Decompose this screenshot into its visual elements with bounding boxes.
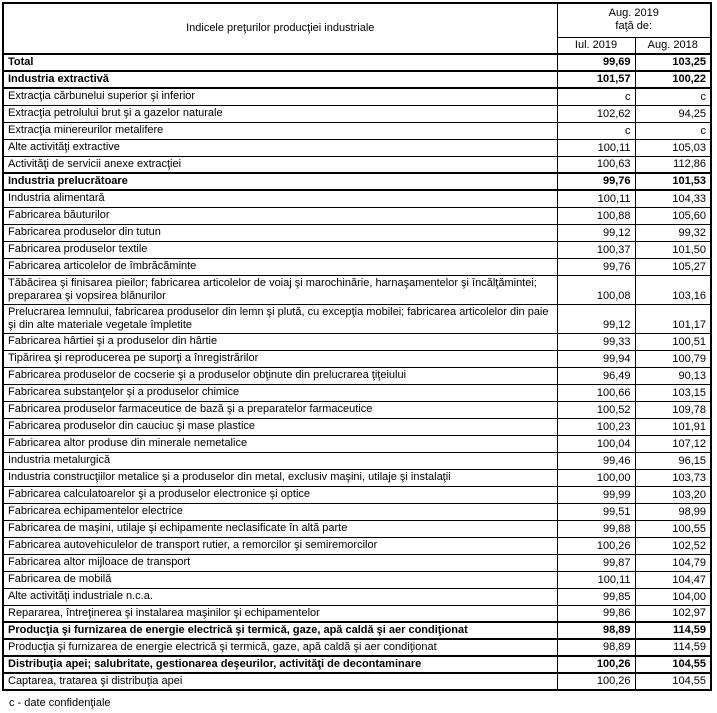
value-aug-2018: 102,97 <box>635 605 711 622</box>
value-aug-2018: 102,52 <box>635 537 711 554</box>
row-label: Fabricarea calculatoarelor şi a produselor electronice şi optice <box>3 486 557 503</box>
value-aug-2018: 100,22 <box>635 71 711 88</box>
value-aug-2018: 101,50 <box>635 241 711 258</box>
table-body <box>3 54 711 690</box>
value-iul-2019: 100,11 <box>557 571 635 588</box>
value-iul-2019: 98,89 <box>557 639 635 656</box>
table-row <box>3 350 711 367</box>
value-iul-2019: 100,26 <box>557 656 635 673</box>
row-label: Industria metalurgică <box>3 452 557 469</box>
value-iul-2019: 100,26 <box>557 537 635 554</box>
value-aug-2018: 114,59 <box>635 639 711 656</box>
value-iul-2019: 99,69 <box>557 54 635 71</box>
row-label: Repararea, întreţinerea şi instalarea maşinilor şi echipamentelor <box>3 605 557 622</box>
value-aug-2018: 104,55 <box>635 673 711 690</box>
value-aug-2018: 98,99 <box>635 503 711 520</box>
row-label: Industria construcţiilor metalice şi a produselor din metal, exclusiv maşini, utilaje şi instalaţii <box>3 469 557 486</box>
value-aug-2018: 114,59 <box>635 622 711 639</box>
value-aug-2018: 107,12 <box>635 435 711 452</box>
table-row <box>3 656 711 673</box>
value-iul-2019: 99,76 <box>557 258 635 275</box>
value-iul-2019: 99,33 <box>557 333 635 350</box>
table-row <box>3 486 711 503</box>
row-label: Industria alimentară <box>3 190 557 207</box>
table-row <box>3 275 711 304</box>
value-aug-2018: 105,60 <box>635 207 711 224</box>
value-aug-2018: 99,32 <box>635 224 711 241</box>
value-iul-2019: 100,37 <box>557 241 635 258</box>
value-iul-2019: 100,88 <box>557 207 635 224</box>
table-row <box>3 224 711 241</box>
row-label: Alte activităţi industriale n.c.a. <box>3 588 557 605</box>
value-iul-2019: 99,88 <box>557 520 635 537</box>
row-label: Fabricarea băuturilor <box>3 207 557 224</box>
row-label: Activităţi de servicii anexe extracţiei <box>3 156 557 173</box>
value-iul-2019: 96,49 <box>557 367 635 384</box>
value-aug-2018: 104,55 <box>635 656 711 673</box>
row-label: Fabricarea echipamentelor electrice <box>3 503 557 520</box>
table-row <box>3 241 711 258</box>
value-aug-2018: 101,17 <box>635 304 711 333</box>
value-aug-2018: 101,53 <box>635 173 711 190</box>
value-aug-2018: 100,51 <box>635 333 711 350</box>
column-header-aug-2018: Aug. 2018 <box>635 37 711 54</box>
table-row <box>3 401 711 418</box>
value-iul-2019: 100,04 <box>557 435 635 452</box>
ppi-table <box>2 2 712 691</box>
table-row <box>3 435 711 452</box>
value-aug-2018: 100,55 <box>635 520 711 537</box>
row-label: Producţia şi furnizarea de energie electrică şi termică, gaze, apă caldă şi aer condiţionat <box>3 639 557 656</box>
column-header-iul-2019: Iul. 2019 <box>557 37 635 54</box>
table-row <box>3 673 711 690</box>
value-iul-2019: 99,87 <box>557 554 635 571</box>
table-row <box>3 571 711 588</box>
row-label: Captarea, tratarea şi distribuţia apei <box>3 673 557 690</box>
value-iul-2019: c <box>557 88 635 105</box>
value-iul-2019: 100,08 <box>557 275 635 304</box>
value-iul-2019: 99,12 <box>557 304 635 333</box>
table-row <box>3 554 711 571</box>
value-aug-2018: 109,78 <box>635 401 711 418</box>
value-iul-2019: 99,85 <box>557 588 635 605</box>
value-iul-2019: 100,63 <box>557 156 635 173</box>
table-row <box>3 418 711 435</box>
row-label: Extracţia cărbunelui superior şi inferior <box>3 88 557 105</box>
table-row <box>3 258 711 275</box>
table-row <box>3 71 711 88</box>
value-iul-2019: 102,62 <box>557 105 635 122</box>
table-row <box>3 156 711 173</box>
table-row <box>3 190 711 207</box>
value-aug-2018: 96,15 <box>635 452 711 469</box>
row-label: Fabricarea produselor de cocserie şi a produselor obţinute din prelucrarea ţiţeiului <box>3 367 557 384</box>
row-label: Total <box>3 54 557 71</box>
row-label: Industria prelucrătoare <box>3 173 557 190</box>
row-label: Fabricarea altor produse din minerale nemetalice <box>3 435 557 452</box>
value-aug-2018: 94,25 <box>635 105 711 122</box>
table-row <box>3 367 711 384</box>
table-row <box>3 88 711 105</box>
table-row <box>3 469 711 486</box>
table-row <box>3 605 711 622</box>
value-aug-2018: 103,15 <box>635 384 711 401</box>
table-row <box>3 520 711 537</box>
value-aug-2018: c <box>635 88 711 105</box>
value-iul-2019: 99,51 <box>557 503 635 520</box>
value-aug-2018: 104,33 <box>635 190 711 207</box>
value-iul-2019: 99,94 <box>557 350 635 367</box>
table-row <box>3 639 711 656</box>
table-row <box>3 537 711 554</box>
value-aug-2018: 104,79 <box>635 554 711 571</box>
row-label: Fabricarea articolelor de îmbrăcăminte <box>3 258 557 275</box>
value-iul-2019: 100,00 <box>557 469 635 486</box>
row-label: Prelucrarea lemnului, fabricarea produselor din lemn şi plută, cu excepţia mobilei; fabricarea articolelor din paie şi din alte materiale vegetale împletite <box>3 304 557 333</box>
row-label: Distribuţia apei; salubritate, gestionarea deşeurilor, activităţi de decontaminare <box>3 656 557 673</box>
table-header <box>3 3 711 54</box>
comparison-period: Aug. 2019 <box>608 7 659 20</box>
table-row <box>3 622 711 639</box>
table-row <box>3 384 711 401</box>
value-aug-2018: 90,13 <box>635 367 711 384</box>
value-aug-2018: 104,00 <box>635 588 711 605</box>
row-label: Fabricarea produselor textile <box>3 241 557 258</box>
row-label: Extracţia petrolului brut şi a gazelor naturale <box>3 105 557 122</box>
comparison-header <box>557 3 711 37</box>
value-iul-2019: 99,12 <box>557 224 635 241</box>
value-iul-2019: 100,11 <box>557 139 635 156</box>
row-label: Tipărirea şi reproducerea pe suporţi a înregistrărilor <box>3 350 557 367</box>
value-aug-2018: 101,91 <box>635 418 711 435</box>
row-label: Producţia şi furnizarea de energie electrică şi termică, gaze, apă caldă şi aer condiţionat <box>3 622 557 639</box>
row-label: Extracţia minereurilor metalifere <box>3 122 557 139</box>
value-aug-2018: 103,25 <box>635 54 711 71</box>
value-aug-2018: c <box>635 122 711 139</box>
comparison-label: faţă de: <box>615 20 653 33</box>
value-aug-2018: 104,47 <box>635 571 711 588</box>
row-label: Fabricarea produselor din tutun <box>3 224 557 241</box>
table-row <box>3 452 711 469</box>
table-title: Indicele preţurilor producţiei industriale <box>3 3 557 54</box>
table-row <box>3 54 711 71</box>
value-aug-2018: 105,27 <box>635 258 711 275</box>
confidential-data-footnote: c - date confidenţiale <box>9 697 111 709</box>
row-label: Alte activităţi extractive <box>3 139 557 156</box>
row-label: Fabricarea autovehiculelor de transport rutier, a remorcilor şi semiremorcilor <box>3 537 557 554</box>
table-row <box>3 588 711 605</box>
value-iul-2019: 99,46 <box>557 452 635 469</box>
value-aug-2018: 105,03 <box>635 139 711 156</box>
value-iul-2019: 101,57 <box>557 71 635 88</box>
value-aug-2018: 112,86 <box>635 156 711 173</box>
value-aug-2018: 103,16 <box>635 275 711 304</box>
value-iul-2019: 100,26 <box>557 673 635 690</box>
value-iul-2019: 99,76 <box>557 173 635 190</box>
table-row <box>3 122 711 139</box>
row-label: Fabricarea produselor din cauciuc şi mase plastice <box>3 418 557 435</box>
row-label: Industria extractivă <box>3 71 557 88</box>
value-iul-2019: 100,66 <box>557 384 635 401</box>
value-iul-2019: c <box>557 122 635 139</box>
row-label: Fabricarea substanţelor şi a produselor chimice <box>3 384 557 401</box>
value-iul-2019: 100,23 <box>557 418 635 435</box>
table-row <box>3 503 711 520</box>
row-label: Fabricarea hârtiei şi a produselor din hârtie <box>3 333 557 350</box>
value-iul-2019: 98,89 <box>557 622 635 639</box>
value-iul-2019: 99,99 <box>557 486 635 503</box>
value-iul-2019: 100,11 <box>557 190 635 207</box>
value-iul-2019: 99,86 <box>557 605 635 622</box>
row-label: Fabricarea de mobilă <box>3 571 557 588</box>
table-row <box>3 207 711 224</box>
value-aug-2018: 103,73 <box>635 469 711 486</box>
row-label: Fabricarea produselor farmaceutice de bază şi a preparatelor farmaceutice <box>3 401 557 418</box>
table-row <box>3 139 711 156</box>
table-row <box>3 105 711 122</box>
row-label: Fabricarea altor mijloace de transport <box>3 554 557 571</box>
value-aug-2018: 103,20 <box>635 486 711 503</box>
value-aug-2018: 100,79 <box>635 350 711 367</box>
table-row <box>3 304 711 333</box>
table-row <box>3 333 711 350</box>
table-row <box>3 173 711 190</box>
value-iul-2019: 100,52 <box>557 401 635 418</box>
row-label: Tăbăcirea şi finisarea pieilor; fabricarea articolelor de voiaj şi marochinărie, harnaşamentelor şi încălţămintei; prepararea şi vopsirea blănurilor <box>3 275 557 304</box>
row-label: Fabricarea de maşini, utilaje şi echipamente neclasificate în altă parte <box>3 520 557 537</box>
